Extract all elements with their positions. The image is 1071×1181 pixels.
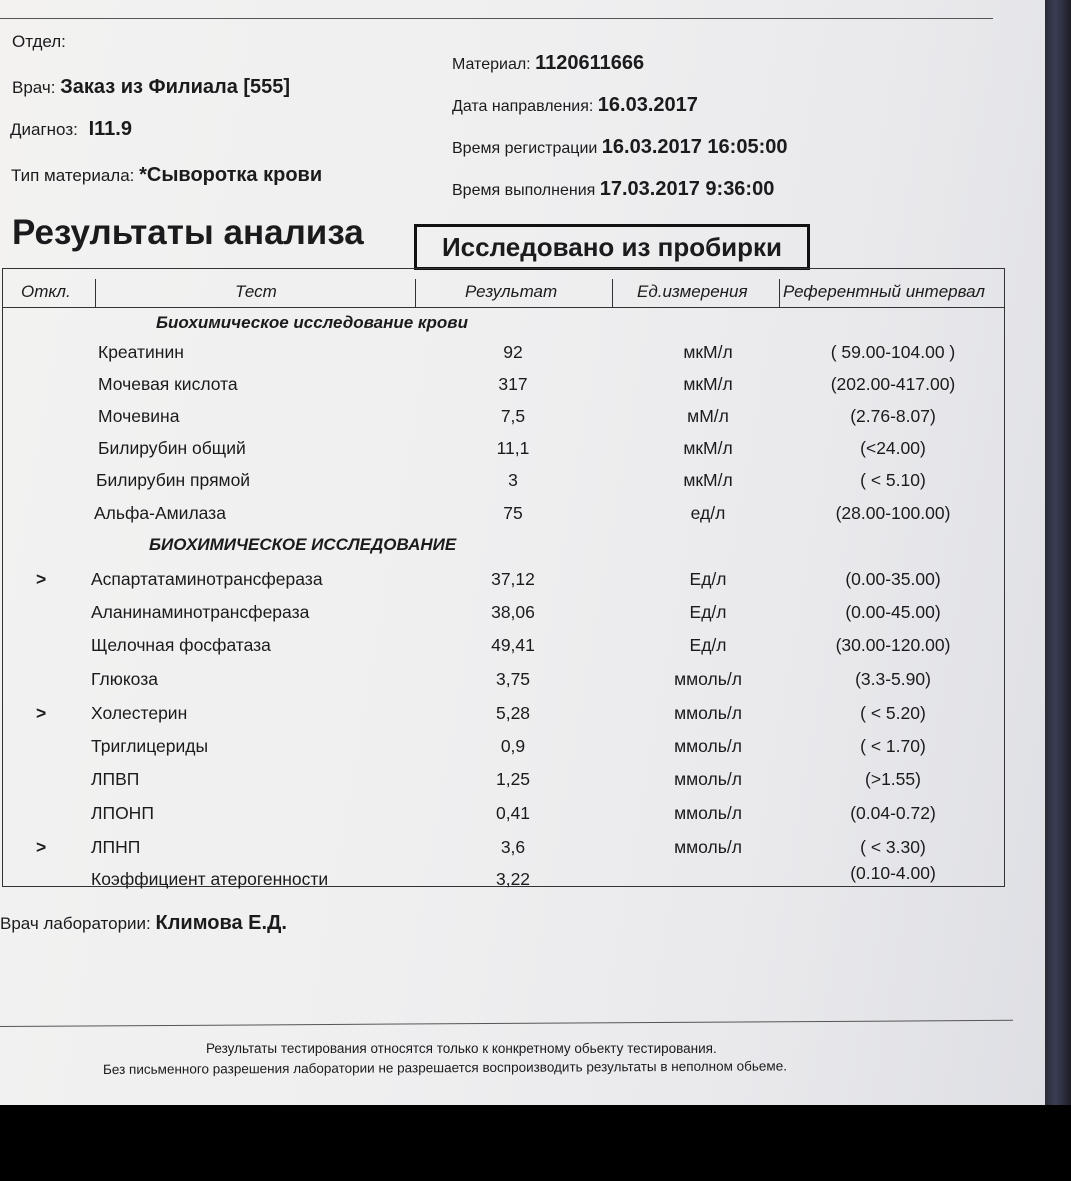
reference-cell: (28.00-100.00) xyxy=(835,503,951,523)
result-cell: 5,28 xyxy=(495,703,531,723)
completion-time-label: Время выполнения xyxy=(452,182,596,199)
unit-cell: ммоль/л xyxy=(674,769,742,789)
result-cell: 75 xyxy=(503,503,523,523)
column-divider xyxy=(95,279,96,307)
table-row xyxy=(3,803,1004,831)
section-title: БИОХИМИЧЕСКОЕ ИССЛЕДОВАНИЕ xyxy=(149,535,457,554)
test-name-cell: Билирубин общий xyxy=(98,438,246,458)
unit-cell: ммоль/л xyxy=(674,736,742,756)
result-cell: 92 xyxy=(503,342,523,362)
reference-cell: (202.00-417.00) xyxy=(830,374,956,394)
table-row xyxy=(3,703,1004,731)
unit-cell: ммоль/л xyxy=(674,703,742,723)
table-row xyxy=(3,503,1004,531)
table-row xyxy=(3,669,1004,697)
reference-cell: (0.04-0.72) xyxy=(850,803,936,823)
result-cell: 3 xyxy=(508,470,518,490)
lab-doctor-label: Врач лаборатории: xyxy=(0,914,151,933)
table-row xyxy=(3,342,1004,370)
unit-cell: мкМ/л xyxy=(683,374,733,394)
test-name-cell: Триглицериды xyxy=(91,736,209,756)
reference-cell: ( 59.00-104.00 ) xyxy=(830,342,956,362)
completion-time-field xyxy=(452,178,774,201)
footer-note-1: Результаты тестирования относятся только к конкретному обьекту тестирования. xyxy=(206,1041,717,1056)
result-cell: 1,25 xyxy=(495,769,531,789)
test-name-cell: ЛПВП xyxy=(91,769,140,789)
referral-date-value: 16.03.2017 xyxy=(597,94,698,116)
material-type-field xyxy=(11,164,322,187)
completion-time-value: 17.03.2017 9:36:00 xyxy=(599,178,775,200)
test-name-cell: Глюкоза xyxy=(91,669,158,689)
result-cell: 0,41 xyxy=(495,803,531,823)
result-cell: 7,5 xyxy=(500,406,526,426)
table-row xyxy=(3,374,1004,402)
test-name-cell: ЛПНП xyxy=(91,837,141,857)
header-divider xyxy=(3,307,1004,308)
doctor-value: Заказ из Филиала [555] xyxy=(60,76,291,98)
column-header-unit: Ед.измерения xyxy=(637,282,748,301)
unit-cell: мМ/л xyxy=(687,406,729,426)
diagnosis-label: Диагноз: xyxy=(10,120,78,139)
table-row xyxy=(3,569,1004,597)
table-row xyxy=(3,406,1004,434)
registration-time-value: 16.03.2017 16:05:00 xyxy=(601,136,788,158)
test-name-cell: Аланинаминотрансфераза xyxy=(91,602,310,622)
result-cell: 3,6 xyxy=(500,837,526,857)
result-cell: 3,75 xyxy=(495,669,531,689)
diagnosis-value: I11.9 xyxy=(88,118,132,140)
reference-cell: (2.76-8.07) xyxy=(850,406,936,426)
material-type-label: Тип материала: xyxy=(11,166,135,185)
result-cell: 3,22 xyxy=(495,869,531,889)
table-row xyxy=(3,602,1004,630)
reference-cell: (<24.00) xyxy=(860,438,926,458)
column-divider xyxy=(415,279,416,307)
result-cell: 317 xyxy=(498,374,528,394)
unit-cell: ед/л xyxy=(690,503,726,523)
unit-cell: ммоль/л xyxy=(674,803,742,823)
test-name-cell: ЛПОНП xyxy=(91,803,154,823)
diagnosis-field xyxy=(10,118,132,141)
reference-cell: (0.00-35.00) xyxy=(845,569,941,589)
test-name-cell: Холестерин xyxy=(91,703,188,723)
material-label: Материал: xyxy=(452,56,531,73)
result-cell: 49,41 xyxy=(491,635,535,655)
doctor-label: Врач: xyxy=(12,78,56,97)
test-name-cell: Креатинин xyxy=(98,342,184,362)
unit-cell: ммоль/л xyxy=(674,837,742,857)
table-row xyxy=(3,438,1004,466)
material-value: 1120611666 xyxy=(535,52,645,74)
footer-note-2: Без письменного разрешения лаборатории не разрешается воспроизводить результаты в неполном обьеме. xyxy=(102,1058,787,1077)
lab-doctor-name: Климова Е.Д. xyxy=(155,912,287,934)
table-row xyxy=(3,863,1004,889)
column-divider xyxy=(612,279,613,307)
reference-cell: ( < 1.70) xyxy=(860,736,926,756)
unit-cell: Ед/л xyxy=(689,635,727,655)
test-name-cell: Мочевина xyxy=(98,406,180,426)
registration-time-label: Время регистрации xyxy=(452,140,598,157)
flag-cell: > xyxy=(36,703,47,723)
tube-note-box: Исследовано из пробирки xyxy=(414,224,810,270)
column-header-result: Результат xyxy=(465,282,558,301)
result-cell: 37,12 xyxy=(491,569,535,589)
reference-cell: (>1.55) xyxy=(865,769,921,789)
table-row xyxy=(3,769,1004,797)
section-title: Биохимическое исследование крови xyxy=(156,313,468,332)
bottom-divider xyxy=(0,1020,1013,1027)
reference-cell: ( < 3.30) xyxy=(860,837,926,857)
column-header-flag: Откл. xyxy=(21,282,71,301)
reference-cell: ( < 5.10) xyxy=(860,470,926,490)
result-cell: 0,9 xyxy=(500,736,526,756)
referral-date-label: Дата направления: xyxy=(452,98,594,115)
unit-cell: мкМ/л xyxy=(683,438,733,458)
reference-cell: ( < 5.20) xyxy=(860,703,926,723)
table-row xyxy=(3,837,1004,865)
table-row xyxy=(3,635,1004,663)
unit-cell: Ед/л xyxy=(689,602,727,622)
unit-cell: мкМ/л xyxy=(683,342,733,362)
reference-cell: (30.00-120.00) xyxy=(835,635,951,655)
table-row xyxy=(3,470,1004,498)
department-label: Отдел: xyxy=(12,32,66,51)
results-title: Результаты анализа xyxy=(12,213,364,252)
unit-cell: мкМ/л xyxy=(683,470,733,490)
test-name-cell: Мочевая кислота xyxy=(98,374,238,394)
test-name-cell: Коэффициент атерогенности xyxy=(91,869,329,889)
lab-doctor-signature xyxy=(0,912,287,935)
material-type-value: *Сыворотка крови xyxy=(139,164,323,186)
background-edge xyxy=(1045,0,1071,1105)
unit-cell: Ед/л xyxy=(689,569,727,589)
test-name-cell: Альфа-Амилаза xyxy=(94,503,226,523)
column-divider xyxy=(779,279,780,307)
flag-cell: > xyxy=(36,569,47,589)
doctor-field xyxy=(12,76,290,99)
test-name-cell: Аспартатаминотрансфераза xyxy=(91,569,323,589)
test-name-cell: Щелочная фосфатаза xyxy=(91,635,271,655)
column-header-test: Тест xyxy=(235,282,277,301)
reference-cell: (0.00-45.00) xyxy=(845,602,941,622)
result-cell: 38,06 xyxy=(491,602,535,622)
result-cell: 11,1 xyxy=(496,438,530,458)
referral-date-field xyxy=(452,94,698,117)
flag-cell: > xyxy=(36,837,47,857)
test-name-cell: Билирубин прямой xyxy=(96,470,251,490)
registration-time-field xyxy=(452,136,787,159)
top-divider xyxy=(0,18,993,19)
material-field xyxy=(452,52,644,75)
table-row xyxy=(3,736,1004,764)
reference-cell: (0.10-4.00) xyxy=(850,863,936,883)
reference-cell: (3.3-5.90) xyxy=(855,669,931,689)
results-table xyxy=(2,268,1005,887)
unit-cell: ммоль/л xyxy=(674,669,742,689)
column-header-ref: Референтный интервал xyxy=(783,282,985,301)
